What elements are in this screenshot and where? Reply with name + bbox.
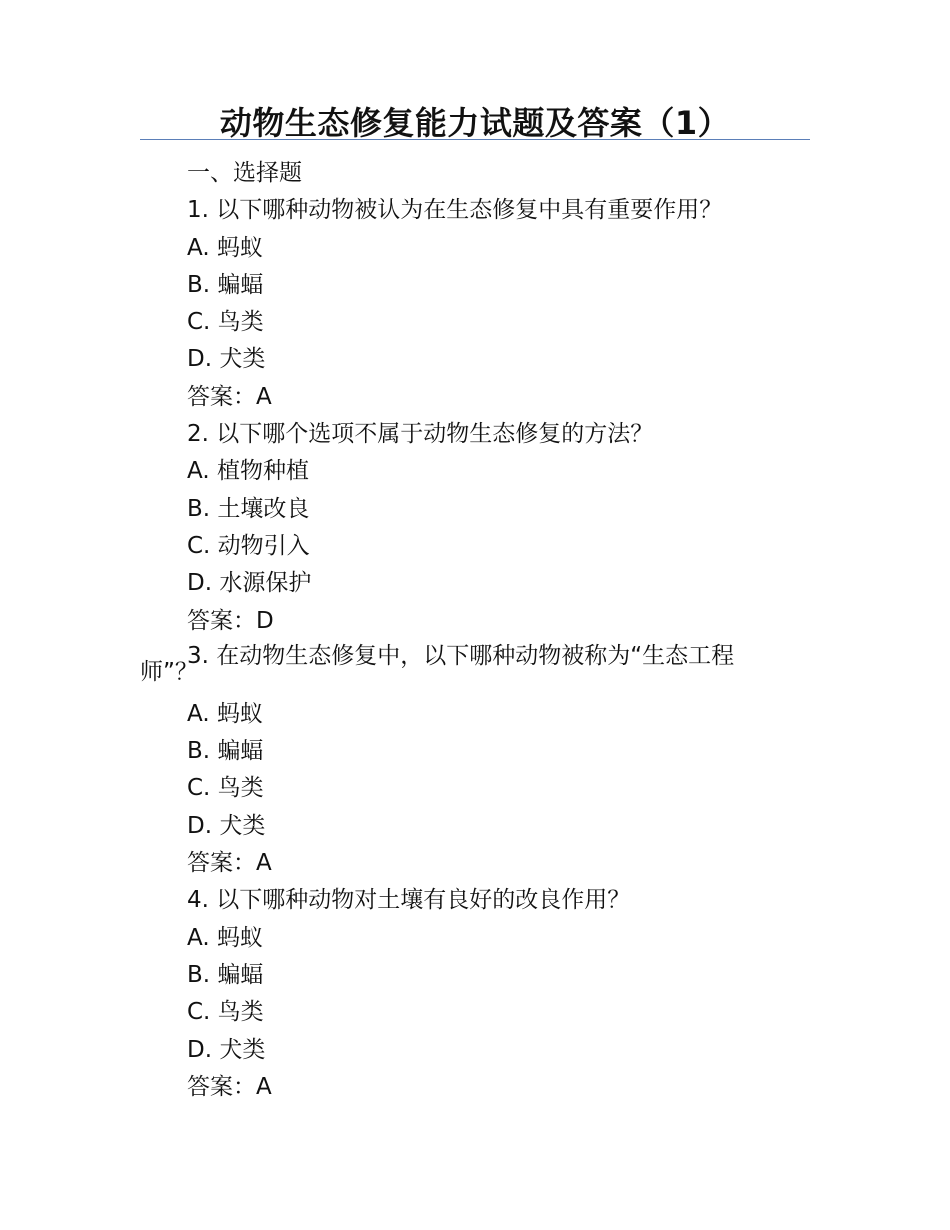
question-3 (140, 640, 787, 882)
option-d: D. 水源保护 (187, 570, 312, 597)
answer: 答案：D (187, 607, 274, 634)
question-4 (187, 882, 787, 1106)
question-text: 4. 以下哪种动物对土壤有良好的改良作用？ (187, 887, 631, 914)
option-d: D. 犬类 (187, 346, 266, 373)
option-a: A. 蚂蚁 (187, 924, 263, 951)
option-b: B. 蝙蝠 (187, 271, 264, 298)
option-a: A. 植物种植 (187, 458, 309, 485)
document-body (140, 155, 787, 1106)
document-title: 动物生态修复能力试题及答案（1） (219, 104, 731, 142)
answer: 答案：A (187, 1073, 272, 1100)
option-b: B. 土壤改良 (187, 495, 310, 522)
option-c: C. 鸟类 (187, 775, 264, 802)
option-c: C. 动物引入 (187, 532, 310, 559)
question-text: 2. 以下哪个选项不属于动物生态修复的方法？ (187, 421, 654, 448)
question-text-line-2: 师”？ (140, 658, 198, 685)
answer: 答案：A (187, 850, 272, 877)
option-b: B. 蝙蝠 (187, 738, 264, 765)
question-text: 1. 以下哪种动物被认为在生态修复中具有重要作用？ (187, 197, 723, 224)
answer: 答案：A (187, 383, 272, 410)
option-c: C. 鸟类 (187, 999, 264, 1026)
option-b: B. 蝙蝠 (187, 961, 264, 988)
option-a: A. 蚂蚁 (187, 234, 263, 261)
option-d: D. 犬类 (187, 1036, 266, 1063)
section-heading: 一、选择题 (187, 160, 302, 186)
question-2 (187, 416, 787, 640)
question-1 (187, 192, 787, 416)
option-a: A. 蚂蚁 (187, 700, 263, 727)
question-text-line-1: 3. 在动物生态修复中，以下哪种动物被称为“生态工程 (187, 642, 735, 669)
option-c: C. 鸟类 (187, 309, 264, 336)
title-underline (140, 139, 810, 140)
option-d: D. 犬类 (187, 812, 266, 839)
question-text (140, 640, 787, 696)
